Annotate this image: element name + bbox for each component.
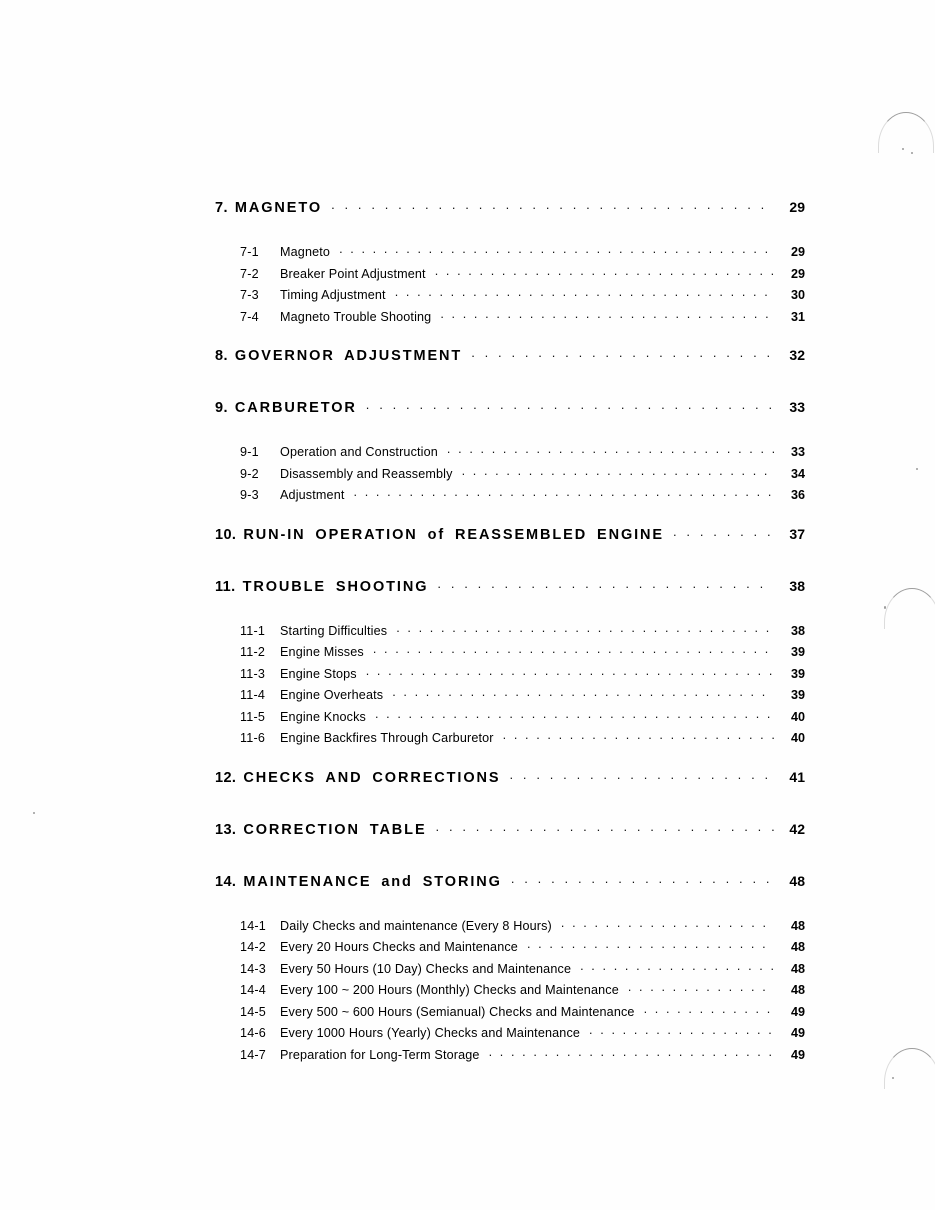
dot-leader bbox=[373, 640, 774, 656]
toc-subsection-row[interactable] bbox=[0, 283, 935, 305]
toc-section-row[interactable] bbox=[0, 766, 935, 797]
subsection-title: Preparation for Long-Term Storage bbox=[280, 1047, 480, 1062]
dot-leader bbox=[509, 766, 774, 782]
subsection-page-number: 29 bbox=[790, 266, 805, 281]
toc-subsection-row[interactable] bbox=[0, 462, 935, 484]
section-title: CARBURETOR bbox=[234, 400, 357, 416]
subsection-page-number: 48 bbox=[790, 940, 805, 954]
section-page-number: 33 bbox=[789, 399, 805, 415]
subsection-number: 9-3 bbox=[240, 488, 259, 502]
dot-leader bbox=[435, 262, 774, 278]
subsection-page-number: 36 bbox=[790, 488, 805, 502]
subsection-page-number: 39 bbox=[790, 666, 805, 681]
subsection-number: 14-7 bbox=[240, 1047, 267, 1062]
scan-artifact-speck bbox=[911, 152, 913, 154]
subsection-number: 14-4 bbox=[240, 983, 267, 997]
subsection-number: 7-4 bbox=[240, 309, 259, 324]
subsection-page-number: 40 bbox=[790, 731, 805, 745]
scan-artifact-speck bbox=[902, 148, 904, 150]
subsection-page-number: 39 bbox=[790, 688, 805, 702]
subsection-title: Starting Difficulties bbox=[280, 623, 388, 638]
subsection-number: 14-3 bbox=[240, 961, 267, 976]
toc-subsection-row[interactable] bbox=[0, 440, 935, 462]
toc-section bbox=[0, 196, 935, 344]
subsection-title: Timing Adjustment bbox=[280, 288, 386, 302]
subsection-number: 14-2 bbox=[240, 940, 267, 954]
subsection-number: 11-3 bbox=[240, 666, 266, 681]
section-page-number: 42 bbox=[789, 820, 805, 837]
dot-leader bbox=[673, 523, 774, 539]
subsection-page-number: 49 bbox=[790, 1026, 805, 1040]
toc-subsection-row[interactable] bbox=[0, 705, 935, 727]
subsection-title: Every 1000 Hours (Yearly) Checks and Maintenance bbox=[280, 1026, 581, 1040]
section-title: CORRECTION TABLE bbox=[243, 821, 427, 838]
subsection-number: 7-1 bbox=[240, 245, 259, 259]
toc-subsection-row[interactable] bbox=[0, 240, 935, 262]
dot-leader bbox=[503, 726, 774, 742]
dot-leader bbox=[366, 396, 774, 412]
dot-leader bbox=[628, 978, 774, 994]
dot-leader bbox=[395, 283, 774, 299]
subsection-title: Breaker Point Adjustment bbox=[280, 266, 426, 281]
subsection-page-number: 48 bbox=[790, 918, 805, 933]
toc-subsection-row[interactable] bbox=[0, 726, 935, 748]
dot-leader bbox=[437, 575, 774, 591]
section-page-number: 48 bbox=[789, 872, 805, 889]
dot-leader bbox=[440, 305, 774, 321]
section-title: TROUBLE SHOOTING bbox=[242, 578, 429, 595]
subsection-title: Engine Backfires Through Carburetor bbox=[280, 731, 494, 745]
toc-section-row[interactable] bbox=[0, 196, 935, 227]
spacer bbox=[0, 797, 935, 818]
dot-leader bbox=[511, 870, 774, 886]
subsection-title: Engine Overheats bbox=[280, 688, 384, 702]
section-page-number: 37 bbox=[789, 525, 805, 542]
dot-leader bbox=[580, 957, 774, 973]
dot-leader bbox=[462, 462, 774, 478]
section-title: MAGNETO bbox=[234, 200, 323, 216]
dot-leader bbox=[392, 683, 774, 699]
toc-section-row[interactable] bbox=[0, 575, 935, 606]
toc-subsection-row[interactable] bbox=[0, 662, 935, 684]
subsection-page-number: 40 bbox=[790, 709, 805, 724]
toc-subsection-row[interactable] bbox=[0, 1043, 935, 1065]
toc-section-row[interactable] bbox=[0, 523, 935, 554]
subsection-page-number: 38 bbox=[790, 623, 805, 638]
section-title: RUN-IN OPERATION of REASSEMBLED ENGINE bbox=[243, 526, 664, 543]
subsection-title: Disassembly and Reassembly bbox=[280, 466, 453, 481]
toc-section bbox=[0, 818, 935, 870]
section-number: 10. bbox=[215, 526, 237, 543]
subsection-title: Engine Knocks bbox=[280, 709, 366, 724]
dot-leader bbox=[366, 662, 774, 678]
dot-leader bbox=[436, 818, 774, 834]
subsection-number: 11-5 bbox=[240, 709, 266, 724]
subsection-number: 11-1 bbox=[240, 623, 266, 638]
toc-subsection-row[interactable] bbox=[0, 619, 935, 641]
toc-subsection-row[interactable] bbox=[0, 305, 935, 327]
subsection-number: 14-1 bbox=[240, 918, 267, 933]
toc-section-row[interactable] bbox=[0, 344, 935, 375]
subsection-number: 14-6 bbox=[240, 1026, 267, 1040]
table-of-contents bbox=[0, 196, 935, 1064]
toc-subsection-row[interactable] bbox=[0, 1000, 935, 1022]
subsection-title: Every 50 Hours (10 Day) Checks and Maintenance bbox=[280, 961, 572, 976]
subsection-number: 9-1 bbox=[240, 445, 259, 459]
dot-leader bbox=[589, 1021, 774, 1037]
spacer bbox=[0, 901, 935, 914]
toc-subsection-row[interactable] bbox=[0, 914, 935, 936]
toc-section bbox=[0, 523, 935, 575]
dot-leader bbox=[375, 705, 774, 721]
dot-leader bbox=[644, 1000, 774, 1016]
section-number: 7. bbox=[215, 200, 228, 216]
subsection-page-number: 39 bbox=[790, 645, 805, 659]
spacer bbox=[0, 375, 935, 396]
toc-section-row[interactable] bbox=[0, 818, 935, 849]
dot-leader bbox=[331, 196, 774, 212]
subsection-title: Adjustment bbox=[280, 488, 345, 502]
subsection-title: Magneto bbox=[280, 245, 331, 259]
subsection-title: Every 500 ~ 600 Hours (Semianual) Checks and Maintenance bbox=[280, 1004, 635, 1019]
subsection-number: 11-4 bbox=[240, 688, 266, 702]
spacer bbox=[0, 606, 935, 619]
toc-subsection-row[interactable] bbox=[0, 978, 935, 1000]
dot-leader bbox=[471, 344, 774, 360]
subsection-title: Every 100 ~ 200 Hours (Monthly) Checks and Maintenance bbox=[280, 983, 619, 997]
subsection-page-number: 48 bbox=[790, 983, 805, 997]
spacer bbox=[0, 326, 935, 344]
spacer bbox=[0, 849, 935, 870]
section-number: 8. bbox=[215, 348, 228, 364]
subsection-title: Daily Checks and maintenance (Every 8 Hours) bbox=[280, 918, 552, 933]
toc-subsection-row[interactable] bbox=[0, 262, 935, 284]
subsection-page-number: 49 bbox=[790, 1047, 805, 1062]
dot-leader bbox=[396, 619, 774, 635]
subsection-title: Engine Misses bbox=[280, 645, 364, 659]
section-page-number: 32 bbox=[789, 347, 805, 363]
toc-section bbox=[0, 396, 935, 523]
section-number: 14. bbox=[215, 873, 237, 890]
dot-leader bbox=[489, 1043, 774, 1059]
section-title: CHECKS AND CORRECTIONS bbox=[243, 769, 501, 786]
spacer bbox=[0, 505, 935, 523]
subsection-page-number: 31 bbox=[790, 309, 805, 324]
subsection-number: 14-5 bbox=[240, 1004, 267, 1019]
toc-section bbox=[0, 575, 935, 766]
toc-subsection-row[interactable] bbox=[0, 957, 935, 979]
spacer bbox=[0, 554, 935, 575]
section-page-number: 41 bbox=[789, 768, 805, 785]
subsection-title: Magneto Trouble Shooting bbox=[280, 309, 432, 324]
spacer bbox=[0, 748, 935, 766]
toc-section bbox=[0, 766, 935, 818]
subsection-page-number: 49 bbox=[790, 1004, 805, 1019]
toc-subsection-row[interactable] bbox=[0, 640, 935, 662]
toc-section-row[interactable] bbox=[0, 396, 935, 427]
spacer bbox=[0, 427, 935, 440]
dot-leader bbox=[447, 440, 774, 456]
section-number: 11. bbox=[215, 578, 236, 595]
section-number: 13. bbox=[215, 821, 237, 838]
toc-subsection-row[interactable] bbox=[0, 683, 935, 705]
toc-subsection-row[interactable] bbox=[0, 935, 935, 957]
subsection-title: Operation and Construction bbox=[280, 445, 438, 459]
subsection-title: Engine Stops bbox=[280, 666, 357, 681]
section-page-number: 29 bbox=[789, 199, 805, 215]
dot-leader bbox=[354, 483, 775, 499]
subsection-number: 9-2 bbox=[240, 466, 259, 481]
scan-artifact-arc-top bbox=[878, 112, 934, 153]
section-title: MAINTENANCE and STORING bbox=[243, 873, 502, 890]
subsection-number: 7-2 bbox=[240, 266, 259, 281]
scan-artifact-speck bbox=[892, 1077, 894, 1079]
toc-section-row[interactable] bbox=[0, 870, 935, 901]
section-title: GOVERNOR ADJUSTMENT bbox=[234, 348, 463, 364]
dot-leader bbox=[527, 935, 774, 951]
section-number: 9. bbox=[215, 400, 228, 416]
spacer bbox=[0, 227, 935, 240]
subsection-page-number: 29 bbox=[790, 245, 805, 259]
section-page-number: 38 bbox=[789, 577, 805, 594]
toc-section bbox=[0, 870, 935, 1065]
dot-leader bbox=[561, 914, 774, 930]
subsection-page-number: 48 bbox=[790, 961, 805, 976]
dot-leader bbox=[339, 240, 774, 256]
subsection-page-number: 34 bbox=[790, 466, 805, 481]
toc-subsection-row[interactable] bbox=[0, 1021, 935, 1043]
subsection-title: Every 20 Hours Checks and Maintenance bbox=[280, 940, 518, 954]
section-number: 12. bbox=[215, 769, 237, 786]
toc-section bbox=[0, 344, 935, 396]
subsection-number: 7-3 bbox=[240, 288, 259, 302]
subsection-page-number: 30 bbox=[790, 288, 805, 302]
subsection-number: 11-2 bbox=[240, 645, 266, 659]
subsection-number: 11-6 bbox=[240, 731, 266, 745]
toc-subsection-row[interactable] bbox=[0, 483, 935, 505]
subsection-page-number: 33 bbox=[790, 445, 805, 459]
